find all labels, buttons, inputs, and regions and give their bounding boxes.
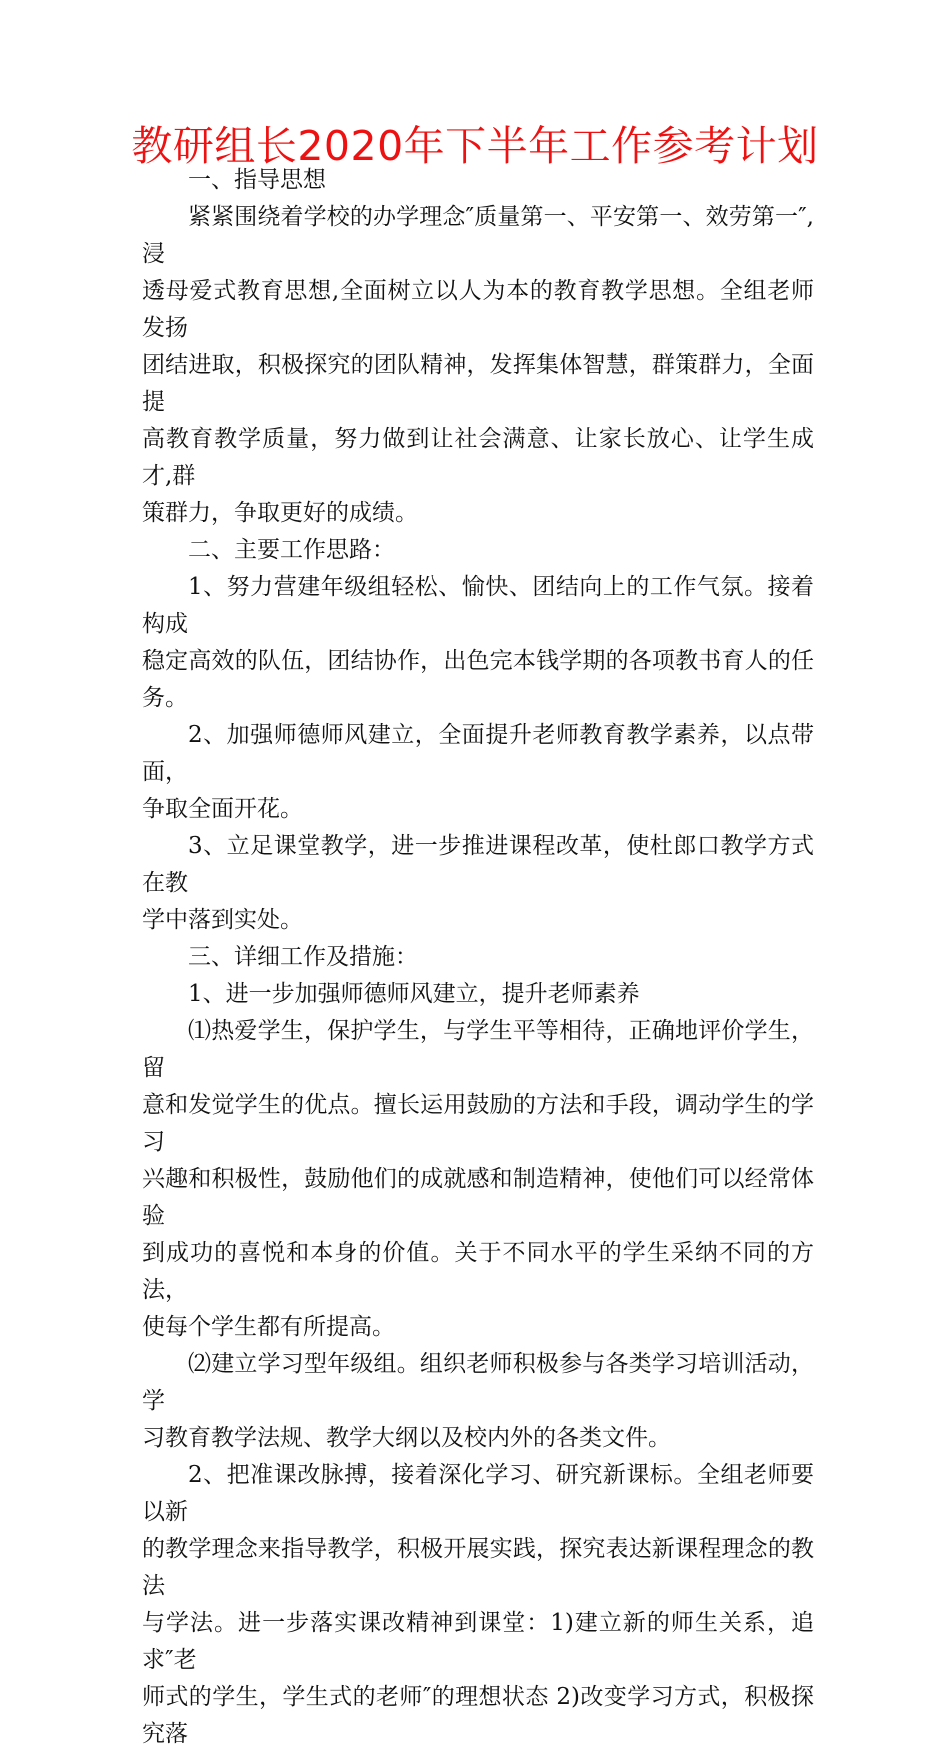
document-title: 教研组长2020年下半年工作参考计划	[131, 122, 819, 170]
subheading-ethics: 1、进一步加强师德师风建立，提升老师素养	[188, 981, 640, 1007]
paragraph-idea-2: 2、加强师德师风建立，全面提升老师教育教学素养，以点带面， 争取全面开花。	[142, 722, 814, 822]
paragraph-idea-1: 1、努力营建年级组轻松、愉快、团结向上的工作气氛。接着构成 稳定高效的队伍，团结协作，出色完本钱学期的各项教书育人的任务。	[142, 574, 814, 711]
paragraph-ethics-2: ⑵建立学习型年级组。组织老师积极参与各类学习培训活动，学 习教育教学法规、教学大纲以及校内外的各类文件。	[142, 1351, 814, 1451]
paragraph-curriculum-reform: 2、把准课改脉搏，接着深化学习、研究新课标。全组老师要以新 的教学理念来指导教学，积极开展实践，探究表达新课程理念的教法 与学法。进一步落实课改精神到课堂：1)建立新的师生关系，追求″老 师式的学生，学生式的老师″的理想状态 2)改变学习方式，积极探究落	[142, 1462, 814, 1747]
heading-main-work-ideas: 二、主要工作思路：	[188, 537, 395, 563]
paragraph-guiding-ideology: 紧紧围绕着学校的办学理念″质量第一、平安第一、效劳第一″,浸 透母爱式教育思想,全面树立以人为本的教育教学思想。全组老师发扬 团结进取，积极探究的团队精神，发挥集体智慧，群策群力，全面提 高教育教学质量，努力做到让社会满意、让家长放心、让学生成才,群 策群力，争取更好的成绩。	[142, 204, 814, 526]
paragraph-ethics-1: ⑴热爱学生，保护学生，与学生平等相待，正确地评价学生，留 意和发觉学生的优点。擅长运用鼓励的方法和手段，调动学生的学习 兴趣和积极性，鼓励他们的成就感和制造精神，使他们可以经常体验 到成功的喜悦和本身的价值。关于不同水平的学生采纳不同的方法， 使每个学生都有所提高。	[142, 1018, 814, 1340]
heading-guiding-ideology: 一、指导思想	[188, 167, 326, 193]
heading-detailed-work: 三、详细工作及措施：	[188, 944, 418, 970]
document-body	[142, 162, 814, 1753]
paragraph-idea-3: 3、立足课堂教学，进一步推进课程改革，使杜郎口教学方式在教 学中落到实处。	[142, 833, 814, 933]
